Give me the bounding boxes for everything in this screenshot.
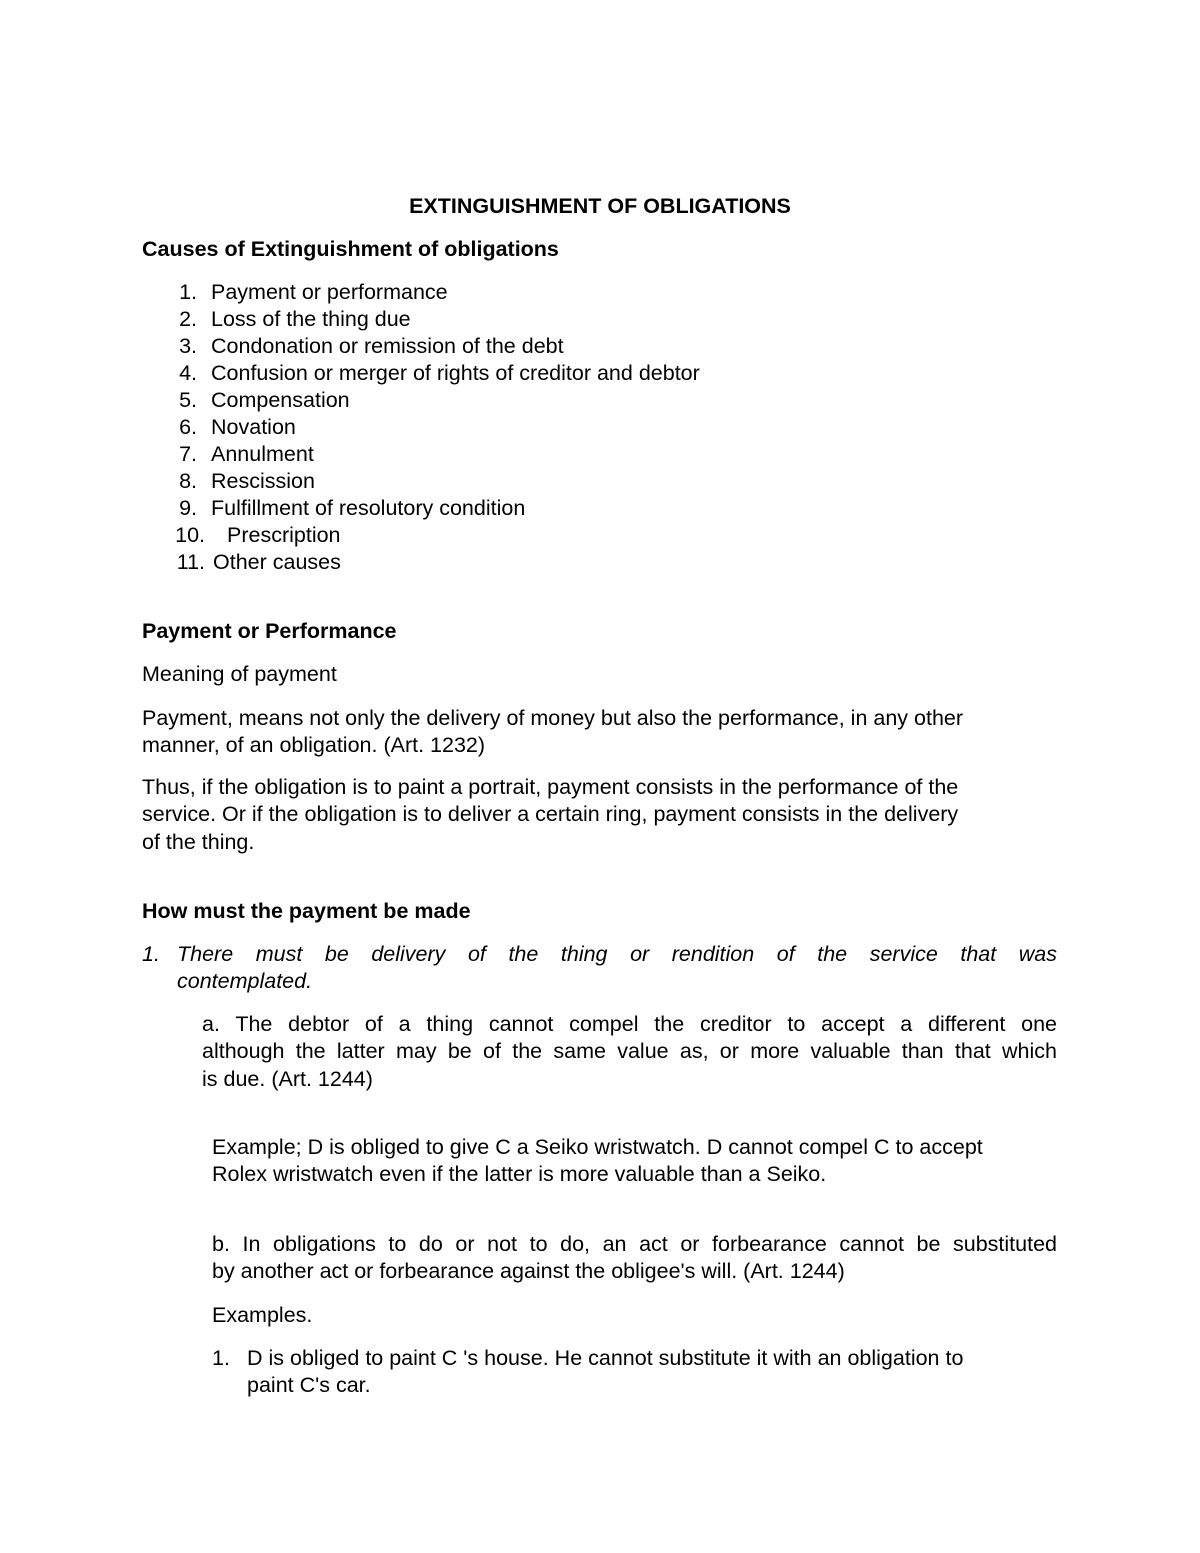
list-number: 11.	[176, 550, 205, 574]
list-item-text: Compensation	[211, 388, 350, 412]
list-number: 6.	[179, 415, 197, 439]
paragraph-line: Example; D is obliged to give C a Seiko wristwatch. D cannot compel C to accept	[212, 1135, 983, 1159]
paragraph-line: by another act or forbearance against the obligee's will. (Art. 1244)	[212, 1259, 845, 1283]
list-number: 7.	[179, 442, 197, 466]
meaning-label: Meaning of payment	[142, 662, 337, 686]
list-item-text: Fulfillment of resolutory condition	[211, 496, 526, 520]
list-item-text: Payment or performance	[211, 280, 448, 304]
list-number: 5.	[179, 388, 197, 412]
paragraph-line: of the thing.	[142, 830, 255, 854]
paragraph-line: Payment, means not only the delivery of money but also the performance, in any other	[142, 706, 964, 730]
paragraph-line: paint C's car.	[247, 1373, 371, 1397]
list-item-text: Loss of the thing due	[211, 307, 411, 331]
paragraph-line: is due. (Art. 1244)	[202, 1067, 373, 1091]
payment-heading: Payment or Performance	[142, 619, 397, 643]
rule-number: 1.	[142, 942, 160, 966]
list-number: 2.	[179, 307, 197, 331]
list-number: 1.	[212, 1346, 230, 1370]
list-item-text: Novation	[211, 415, 296, 439]
list-item-text: Condonation or remission of the debt	[211, 334, 564, 358]
paragraph-line: manner, of an obligation. (Art. 1232)	[142, 733, 486, 757]
page-title: EXTINGUISHMENT OF OBLIGATIONS	[409, 194, 791, 218]
list-item-text: Confusion or merger of rights of creditor and debtor	[211, 361, 700, 385]
list-item-text: Annulment	[211, 442, 314, 466]
examples-label: Examples.	[212, 1303, 313, 1327]
paragraph-line: although the latter may be of the same value as, or more valuable than that which	[202, 1039, 1057, 1063]
list-item-text: Other causes	[213, 550, 341, 574]
list-number: 3.	[179, 334, 197, 358]
paragraph-line: b. In obligations to do or not to do, an act or forbearance cannot be substituted	[212, 1232, 1057, 1256]
list-item-text: Prescription	[227, 523, 341, 547]
list-number: 9.	[179, 496, 197, 520]
list-number: 1.	[179, 280, 197, 304]
list-number: 4.	[179, 361, 197, 385]
causes-heading: Causes of Extinguishment of obligations	[142, 237, 559, 261]
paragraph-line: Rolex wristwatch even if the latter is more valuable than a Seiko.	[212, 1162, 827, 1186]
paragraph-line: service. Or if the obligation is to deliver a certain ring, payment consists in the delivery	[142, 802, 959, 826]
paragraph-line: There must be delivery of the thing or rendition of the service that was	[177, 942, 1057, 966]
list-number: 10.	[175, 523, 205, 547]
paragraph-line: Thus, if the obligation is to paint a portrait, payment consists in the performance of the	[142, 775, 959, 799]
list-item-text: Rescission	[211, 469, 315, 493]
paragraph-line: contemplated.	[177, 969, 313, 993]
how-heading: How must the payment be made	[142, 899, 471, 923]
paragraph-line: a. The debtor of a thing cannot compel the creditor to accept a different one	[202, 1012, 1057, 1036]
list-number: 8.	[179, 469, 197, 493]
paragraph-line: D is obliged to paint C 's house. He cannot substitute it with an obligation to	[247, 1346, 964, 1370]
